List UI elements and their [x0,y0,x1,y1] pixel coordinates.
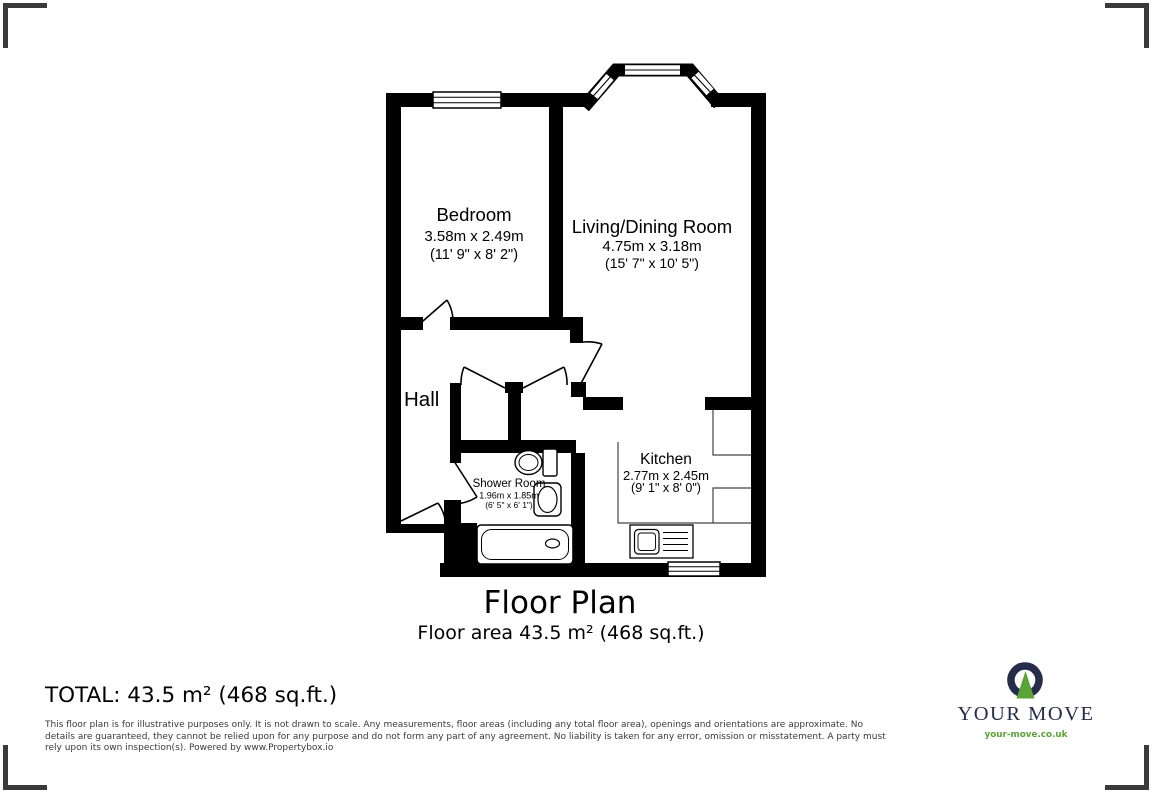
disclaimer-line-1: This floor plan is for illustrative purposes only. It is not drawn to scale. Any measurements, floor areas (including any total floor area), openings and orientations are approximate. No [45,720,863,730]
living-room-label: Living/Dining Room [571,216,733,237]
room-labels [404,204,732,510]
bedroom-dim-metric: 3.58m x 2.49m [424,228,524,245]
shower-room-dim-imperial: (6' 5" x 6' 1") [485,500,533,510]
your-move-logo [957,666,1094,740]
wall-shower-left-stub [450,453,461,463]
shower-room-dim-metric: 1.96m x 1.85m [479,490,539,501]
wall-kitchen-top-right [705,397,751,410]
kitchen-dim-metric: 2.77m x 2.45m [623,468,709,483]
walls [386,70,766,577]
wall-cupboard-left [450,383,461,440]
wall-cupboard-mid [508,393,521,440]
cupboard-door-left [461,367,505,388]
kitchen-dim-imperial: (9' 1" x 8' 0") [631,481,701,495]
kitchen-label: Kitchen [640,451,692,468]
counter-edge-top-right [713,410,751,455]
bedroom-dim-imperial: (11' 9" x 8' 2") [429,247,519,263]
bedroom-window [433,92,501,108]
plan-title: Floor Plan [483,585,637,621]
bedroom-door [415,300,453,328]
disclaimer-text [45,720,886,755]
counter-edge-lower-right [713,488,751,523]
floor-area-text: Floor area 43.5 m² (468 sq.ft.) [417,622,705,644]
living-room-dim-imperial: (15' 7" x 10' 5") [605,255,699,271]
entrance-door [401,503,445,521]
wall-entry-column [444,523,477,567]
toilet-icon [515,449,557,476]
kitchen-sink-icon [630,525,693,558]
brand-website: your-move.co.uk [984,730,1068,740]
disclaimer-line-3: rely upon its own inspection(s). Powered by www.Propertybox.io [45,743,334,754]
wall-bedroom-living-divider [549,107,563,323]
living-room-door [578,342,602,389]
wall-kitchen-top-left [583,397,623,410]
wall-right [751,93,766,577]
bedroom-label: Bedroom [436,204,512,225]
bathtub-icon [477,525,573,564]
disclaimer-line-2: details are guaranteed, they cannot be relied upon for any purpose and do not form any part of any agreement. No liability is taken for any error, omission or misstatement. A party must [45,731,886,742]
wall-living-stub [570,330,583,343]
living-room-dim-metric: 4.75m x 3.18m [602,238,702,255]
logo-triangle-icon [1017,671,1035,699]
total-area-text: TOTAL: 43.5 m² (468 sq.ft.) [45,683,338,708]
cupboard-door-right [523,367,567,388]
brand-name: YOUR MOVE [957,703,1095,725]
wall-bedroom-bottom [450,317,583,330]
wall-hall-bottom [386,524,446,533]
wall-cupboard-mid-post [505,382,523,393]
wall-left [386,93,401,533]
hall-label: Hall [404,388,440,411]
shower-room-label: Shower Room [472,478,546,490]
kitchen-window [668,562,720,576]
wall-living-door-post [571,382,586,397]
